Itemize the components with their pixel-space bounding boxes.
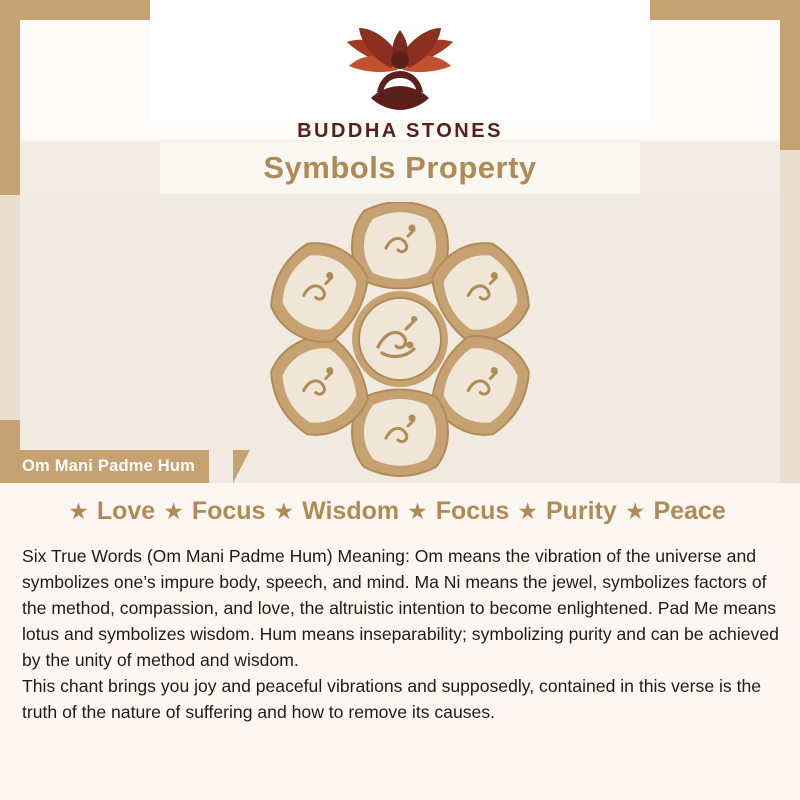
description-paragraph-2: This chant brings you joy and peaceful vibrations and supposedly, contained in this verse is the truth of the nature of suffering and how to remove its causes.: [22, 676, 762, 723]
lotus-meditation-icon: [305, 22, 495, 118]
star-icon: ★: [407, 498, 428, 524]
side-bar-right: [780, 150, 800, 490]
star-icon: ★: [68, 498, 89, 524]
brand-logo: [0, 22, 800, 143]
om-mani-padme-hum-mandala-icon: [250, 202, 550, 477]
brand-name: BUDDHA STONES: [297, 120, 503, 142]
description-text: [22, 543, 782, 725]
page-title-box: [160, 142, 640, 194]
keyword-purity: Purity: [545, 497, 617, 525]
keyword-peace: Peace: [653, 497, 726, 525]
keyword-list: [0, 497, 800, 526]
description-paragraph-1: Six True Words (Om Mani Padme Hum) Meaning: Om means the vibration of the universe and symbolizes one’s impure body, speech, and mind. Ma Ni means the jewel, symbolizes factors of the method, compassion, and love, the altruistic intention to become enlightened. Pad Me means lotus and symbolizes wisdom. Hum means inseparability; symbolizing purity and can be achieved by the unity of method and wisdom.: [22, 546, 779, 671]
corner-decoration-top-right: [630, 0, 800, 20]
om-mani-padme-hum-tag: [0, 450, 209, 483]
tag-notch: [233, 450, 250, 483]
keyword-wisdom: Wisdom: [302, 497, 400, 525]
star-icon: ★: [273, 498, 295, 524]
tag-label: Om Mani Padme Hum: [22, 457, 196, 475]
star-icon: ★: [624, 498, 646, 524]
description-panel: [0, 483, 800, 800]
page-title: Symbols Property: [263, 150, 537, 185]
star-icon: ★: [163, 498, 184, 524]
keyword-focus-2: Focus: [435, 497, 510, 525]
keyword-love: Love: [96, 497, 156, 525]
star-icon: ★: [517, 498, 538, 524]
side-bar-left: [0, 195, 20, 445]
keyword-focus-1: Focus: [191, 497, 266, 525]
mandala-area: [20, 194, 780, 484]
